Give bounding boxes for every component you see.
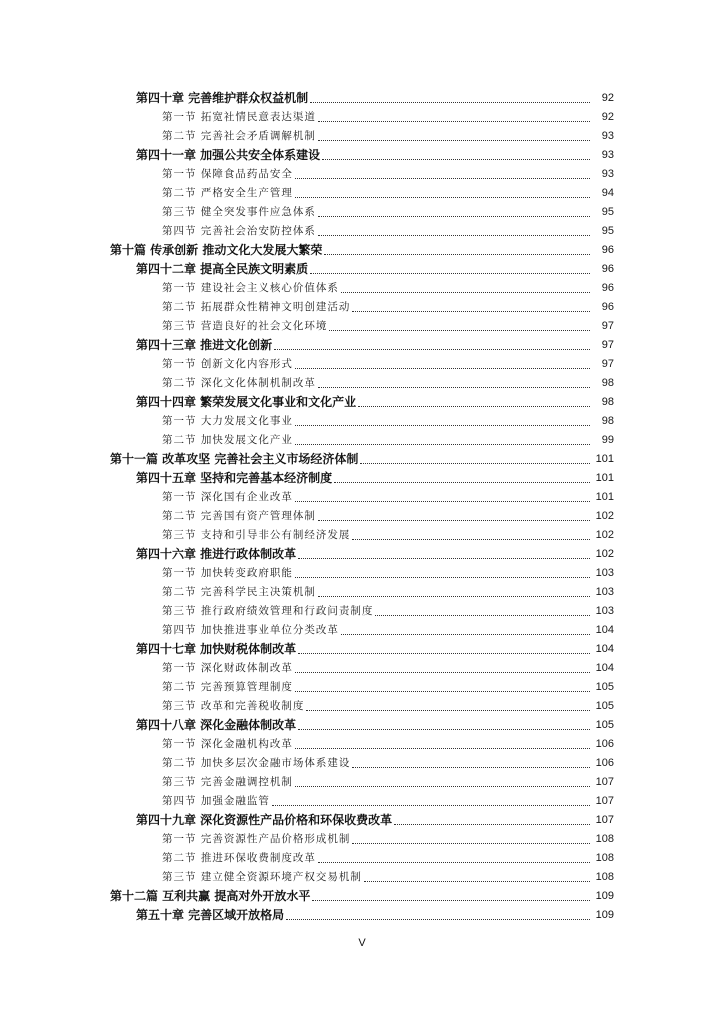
- toc-entry-section[interactable]: [0, 411, 724, 430]
- toc-entry-title: 第四十章 完善维护群众权益机制: [136, 91, 309, 105]
- toc-entry-title: 第三节 支持和引导非公有制经济发展: [162, 529, 351, 541]
- toc-entry-section[interactable]: [0, 582, 724, 601]
- toc-entry-title: 第四十五章 坚持和完善基本经济制度: [136, 471, 333, 485]
- dot-leader: [306, 699, 590, 711]
- toc-entry-section[interactable]: [0, 297, 724, 316]
- dot-leader: [318, 851, 590, 863]
- toc-entry-page: 104: [595, 623, 614, 636]
- toc-entry-title: 第三节 改革和完善税收制度: [162, 700, 305, 712]
- toc-entry-title: 第四十六章 推进行政体制改革: [136, 547, 297, 561]
- toc-entry-title: 第一节 完善资源性产品价格形成机制: [162, 833, 351, 845]
- dot-leader: [312, 889, 590, 901]
- toc-entry-section[interactable]: [0, 430, 724, 449]
- toc-entry-title: 第二节 深化文化体制机制改革: [162, 377, 316, 389]
- toc-entry-section[interactable]: [0, 829, 724, 848]
- toc-entry-section[interactable]: [0, 772, 724, 791]
- toc-entry-chapter[interactable]: [0, 639, 724, 658]
- toc-entry-chapter[interactable]: [0, 468, 724, 487]
- toc-entry-page: 98: [601, 395, 614, 408]
- toc-entry-section[interactable]: [0, 658, 724, 677]
- toc-entry-page: 101: [595, 490, 614, 503]
- toc-entry-page: 95: [601, 205, 614, 218]
- toc-entry-page: 103: [595, 566, 614, 579]
- dot-leader: [295, 680, 590, 692]
- toc-entry-section[interactable]: [0, 183, 724, 202]
- toc-entry-title: 第四十四章 繁荣发展文化事业和文化产业: [136, 395, 357, 409]
- toc-entry-page: 98: [601, 414, 614, 427]
- dot-leader: [352, 832, 590, 844]
- dot-leader: [295, 414, 590, 426]
- table-of-contents: [0, 88, 724, 924]
- toc-entry-part[interactable]: [0, 886, 724, 905]
- toc-entry-section[interactable]: [0, 126, 724, 145]
- toc-entry-title: 第二节 加快多层次金融市场体系建设: [162, 757, 351, 769]
- toc-entry-title: 第一节 保障食品药品安全: [162, 168, 293, 180]
- toc-entry-page: 95: [601, 224, 614, 237]
- toc-entry-page: 96: [601, 281, 614, 294]
- dot-leader: [310, 91, 590, 103]
- toc-entry-section[interactable]: [0, 373, 724, 392]
- toc-entry-page: 102: [595, 547, 614, 560]
- toc-entry-title: 第二节 推进环保收费制度改革: [162, 852, 316, 864]
- toc-entry-title: 第二节 完善预算管理制度: [162, 681, 293, 693]
- toc-entry-section[interactable]: [0, 354, 724, 373]
- toc-entry-chapter[interactable]: [0, 259, 724, 278]
- dot-leader: [298, 718, 590, 730]
- dot-leader: [295, 490, 590, 502]
- toc-entry-section[interactable]: [0, 164, 724, 183]
- toc-entry-chapter[interactable]: [0, 145, 724, 164]
- toc-entry-page: 92: [601, 91, 614, 104]
- toc-entry-title: 第三节 完善金融调控机制: [162, 776, 293, 788]
- toc-entry-page: 104: [595, 661, 614, 674]
- dot-leader: [341, 281, 590, 293]
- toc-entry-title: 第二节 拓展群众性精神文明创建活动: [162, 301, 351, 313]
- dot-leader: [318, 129, 590, 141]
- toc-entry-chapter[interactable]: [0, 392, 724, 411]
- dot-leader: [334, 471, 590, 483]
- toc-entry-page: 108: [595, 870, 614, 883]
- toc-entry-title: 第一节 拓宽社情民意表达渠道: [162, 111, 316, 123]
- dot-leader: [324, 243, 590, 255]
- toc-entry-page: 107: [595, 794, 614, 807]
- toc-entry-chapter[interactable]: [0, 335, 724, 354]
- toc-entry-page: 97: [601, 357, 614, 370]
- dot-leader: [352, 756, 590, 768]
- toc-entry-title: 第三节 推行政府绩效管理和行政问责制度: [162, 605, 374, 617]
- toc-entry-title: 第四节 完善社会治安防控体系: [162, 225, 316, 237]
- toc-entry-page: 108: [595, 851, 614, 864]
- dot-leader: [295, 433, 590, 445]
- dot-leader: [272, 794, 590, 806]
- toc-entry-title: 第四十八章 深化金融体制改革: [136, 718, 297, 732]
- toc-entry-page: 102: [595, 528, 614, 541]
- dot-leader: [295, 186, 590, 198]
- toc-entry-title: 第十一篇 改革攻坚 完善社会主义市场经济体制: [110, 452, 359, 466]
- toc-entry-title: 第四十九章 深化资源性产品价格和环保收费改革: [136, 813, 393, 827]
- dot-leader: [298, 642, 590, 654]
- toc-entry-title: 第三节 营造良好的社会文化环境: [162, 320, 328, 332]
- toc-entry-page: 94: [601, 186, 614, 199]
- page-number: V: [358, 937, 366, 949]
- toc-entry-title: 第二节 严格安全生产管理: [162, 187, 293, 199]
- toc-entry-title: 第三节 建立健全资源环境产权交易机制: [162, 871, 362, 883]
- toc-entry-section[interactable]: [0, 202, 724, 221]
- toc-entry-page: 96: [601, 243, 614, 256]
- toc-entry-page: 99: [601, 433, 614, 446]
- toc-entry-page: 103: [595, 585, 614, 598]
- toc-entry-section[interactable]: [0, 734, 724, 753]
- toc-entry-section[interactable]: [0, 677, 724, 696]
- toc-entry-section[interactable]: [0, 601, 724, 620]
- dot-leader: [341, 623, 590, 635]
- toc-entry-page: 105: [595, 699, 614, 712]
- toc-entry-section[interactable]: [0, 620, 724, 639]
- dot-leader: [274, 338, 590, 350]
- toc-entry-page: 109: [595, 889, 614, 902]
- toc-entry-title: 第十二篇 互利共赢 提高对外开放水平: [110, 889, 311, 903]
- dot-leader: [394, 813, 590, 825]
- toc-entry-page: 93: [601, 148, 614, 161]
- toc-entry-page: 108: [595, 832, 614, 845]
- dot-leader: [318, 205, 590, 217]
- toc-entry-section[interactable]: [0, 316, 724, 335]
- toc-entry-page: 97: [601, 319, 614, 332]
- dot-leader: [295, 566, 590, 578]
- toc-entry-title: 第一节 大力发展文化事业: [162, 415, 293, 427]
- dot-leader: [310, 262, 590, 274]
- toc-entry-section[interactable]: [0, 753, 724, 772]
- toc-entry-title: 第二节 完善国有资产管理体制: [162, 510, 316, 522]
- dot-leader: [322, 148, 590, 160]
- toc-entry-title: 第四十七章 加快财税体制改革: [136, 642, 297, 656]
- toc-entry-section[interactable]: [0, 525, 724, 544]
- toc-entry-title: 第四十一章 加强公共安全体系建设: [136, 148, 321, 162]
- dot-leader: [295, 661, 590, 673]
- toc-entry-title: 第一节 创新文化内容形式: [162, 358, 293, 370]
- toc-entry-part[interactable]: [0, 240, 724, 259]
- dot-leader: [352, 300, 590, 312]
- toc-entry-page: 93: [601, 129, 614, 142]
- dot-leader: [375, 604, 590, 616]
- toc-entry-section[interactable]: [0, 848, 724, 867]
- dot-leader: [352, 528, 590, 540]
- toc-entry-page: 101: [595, 452, 614, 465]
- toc-entry-section[interactable]: [0, 696, 724, 715]
- toc-entry-page: 104: [595, 642, 614, 655]
- toc-entry-title: 第四节 加强金融监管: [162, 795, 270, 807]
- toc-entry-page: 97: [601, 338, 614, 351]
- dot-leader: [329, 319, 590, 331]
- toc-entry-title: 第二节 加快发展文化产业: [162, 434, 293, 446]
- toc-entry-title: 第四十三章 推进文化创新: [136, 338, 273, 352]
- dot-leader: [360, 452, 590, 464]
- toc-entry-page: 105: [595, 718, 614, 731]
- toc-entry-title: 第一节 加快转变政府职能: [162, 567, 293, 579]
- toc-entry-title: 第三节 健全突发事件应急体系: [162, 206, 316, 218]
- dot-leader: [318, 110, 590, 122]
- toc-entry-section[interactable]: [0, 107, 724, 126]
- toc-entry-chapter[interactable]: [0, 88, 724, 107]
- toc-entry-title: 第四十二章 提高全民族文明素质: [136, 262, 309, 276]
- toc-entry-page: 101: [595, 471, 614, 484]
- dot-leader: [358, 395, 590, 407]
- toc-entry-title: 第一节 深化金融机构改革: [162, 738, 293, 750]
- toc-entry-chapter[interactable]: [0, 905, 724, 924]
- toc-entry-title: 第五十章 完善区域开放格局: [136, 908, 285, 922]
- toc-entry-page: 105: [595, 680, 614, 693]
- toc-entry-chapter[interactable]: [0, 810, 724, 829]
- dot-leader: [364, 870, 590, 882]
- toc-entry-section[interactable]: [0, 221, 724, 240]
- toc-entry-chapter[interactable]: [0, 544, 724, 563]
- toc-entry-title: 第一节 深化国有企业改革: [162, 491, 293, 503]
- toc-entry-page: 92: [601, 110, 614, 123]
- toc-entry-title: 第一节 深化财政体制改革: [162, 662, 293, 674]
- dot-leader: [318, 585, 590, 597]
- toc-entry-title: 第十篇 传承创新 推动文化大发展大繁荣: [110, 243, 323, 257]
- dot-leader: [286, 908, 590, 920]
- toc-entry-chapter[interactable]: [0, 715, 724, 734]
- toc-entry-part[interactable]: [0, 449, 724, 468]
- toc-entry-page: 106: [595, 756, 614, 769]
- toc-entry-page: 107: [595, 813, 614, 826]
- dot-leader: [318, 224, 590, 236]
- dot-leader: [295, 737, 590, 749]
- dot-leader: [318, 376, 590, 388]
- dot-leader: [295, 357, 590, 369]
- toc-entry-section[interactable]: [0, 278, 724, 297]
- toc-entry-section[interactable]: [0, 487, 724, 506]
- toc-entry-title: 第一节 建设社会主义核心价值体系: [162, 282, 339, 294]
- toc-entry-page: 102: [595, 509, 614, 522]
- toc-entry-title: 第二节 完善社会矛盾调解机制: [162, 130, 316, 142]
- toc-entry-page: 96: [601, 262, 614, 275]
- toc-entry-page: 107: [595, 775, 614, 788]
- toc-entry-page: 93: [601, 167, 614, 180]
- dot-leader: [295, 167, 590, 179]
- toc-entry-page: 96: [601, 300, 614, 313]
- toc-entry-section[interactable]: [0, 791, 724, 810]
- dot-leader: [298, 547, 590, 559]
- toc-entry-page: 109: [595, 908, 614, 921]
- toc-entry-page: 103: [595, 604, 614, 617]
- dot-leader: [295, 775, 590, 787]
- toc-entry-title: 第四节 加快推进事业单位分类改革: [162, 624, 339, 636]
- toc-entry-page: 98: [601, 376, 614, 389]
- toc-entry-section[interactable]: [0, 867, 724, 886]
- dot-leader: [318, 509, 590, 521]
- toc-entry-section[interactable]: [0, 506, 724, 525]
- toc-entry-page: 106: [595, 737, 614, 750]
- toc-entry-title: 第二节 完善科学民主决策机制: [162, 586, 316, 598]
- toc-entry-section[interactable]: [0, 563, 724, 582]
